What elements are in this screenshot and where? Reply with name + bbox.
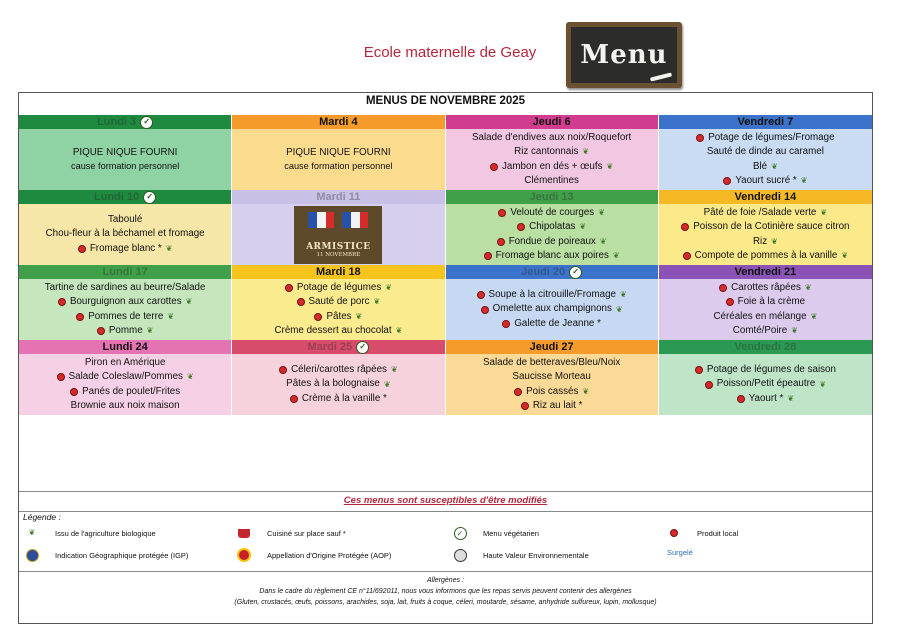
organic-leaf-icon: ❦ xyxy=(373,297,381,307)
day-label: Lundi 3 xyxy=(97,116,137,128)
dish-name: Pâtes à la bolognaise xyxy=(286,378,380,390)
dish-name: Pâté de foie /Salade verte xyxy=(703,206,817,218)
day-label: Lundi 24 xyxy=(102,341,148,353)
dish-item xyxy=(314,310,362,324)
day-label: Vendredi 21 xyxy=(734,266,797,278)
dish-item xyxy=(696,131,834,145)
dish-name: Crème à la vanille * xyxy=(301,392,387,404)
organic-leaf-icon: ❦ xyxy=(186,372,194,382)
legend xyxy=(19,511,872,568)
dish-item xyxy=(497,235,607,249)
dish-name: Potage de légumes de saison xyxy=(706,363,836,375)
day-label: Mardi 18 xyxy=(316,266,361,278)
dish-name: Riz xyxy=(752,235,768,247)
modification-notice: Ces menus sont susceptibles d'être modifiés xyxy=(19,491,872,506)
dish-name: Poisson/Petit épeautre xyxy=(716,378,816,390)
day-cell xyxy=(232,265,445,340)
day-menu xyxy=(19,204,231,265)
armistice-image xyxy=(294,206,382,264)
day-header xyxy=(659,190,872,204)
dish-item xyxy=(58,295,192,309)
day-menu xyxy=(232,204,444,265)
dish-name: Potage de légumes/Fromage xyxy=(708,131,835,143)
dish-item xyxy=(514,145,589,159)
local-pin-icon xyxy=(667,526,681,540)
organic-leaf-icon: ❦ xyxy=(791,326,798,336)
dish-name: Panés de poulet/Frites xyxy=(82,385,181,397)
dish-name: Yaourt sucré * xyxy=(735,174,797,186)
legend-frozen-label: Surgelé xyxy=(667,548,693,557)
vegetarian-icon: ✓ xyxy=(453,526,467,540)
dish-item xyxy=(705,377,826,391)
organic-leaf-icon: ❦ xyxy=(820,207,828,217)
local-pin-icon xyxy=(279,366,287,374)
local-pin-icon xyxy=(723,177,731,185)
dish-item xyxy=(279,363,398,377)
allergen-line-2: (Gluten, crustacés, œufs, poissons, arachides, soja, lait, fruits à coque, céleri, moutarde, sésame, anhydride sulfureux, lupin, mollusque) xyxy=(234,599,657,606)
dish-name: Comté/Poire xyxy=(732,324,788,336)
dish-name: Céleri/carottes râpées xyxy=(291,363,387,375)
dish-item xyxy=(78,242,173,256)
day-cell xyxy=(446,190,659,265)
dish-item xyxy=(85,356,166,370)
local-pin-icon xyxy=(696,134,704,142)
dish-item xyxy=(723,174,807,188)
day-menu xyxy=(659,354,872,415)
organic-leaf-icon: ❦ xyxy=(28,528,36,537)
dish-item xyxy=(73,146,178,160)
dish-name: Velouté de courges xyxy=(510,206,595,218)
vegetarian-icon: ✓ xyxy=(140,116,153,129)
chalkboard-label: Menu xyxy=(571,27,677,83)
dish-item xyxy=(290,392,387,406)
organic-leaf-icon: ❦ xyxy=(619,290,627,300)
dish-item xyxy=(695,363,836,377)
dish-name: Riz au lait * xyxy=(532,399,583,411)
organic-leaf-icon: ❦ xyxy=(819,379,827,389)
dish-name: Piron en Amérique xyxy=(84,356,166,368)
day-label: Mardi 4 xyxy=(319,116,358,128)
day-menu xyxy=(19,279,231,340)
organic-leaf-icon: ❦ xyxy=(841,251,849,261)
dish-item xyxy=(483,356,620,370)
organic-leaf-icon: ❦ xyxy=(598,207,605,217)
organic-leaf-icon: ❦ xyxy=(146,326,154,336)
legend-title: Légende : xyxy=(23,512,61,522)
dish-name: Potage de légumes xyxy=(296,281,382,293)
local-pin-icon xyxy=(70,388,78,396)
dish-item xyxy=(285,281,392,295)
dish-name: Taboulé xyxy=(107,213,143,225)
day-menu xyxy=(659,204,872,265)
day-header xyxy=(19,340,231,354)
dish-item xyxy=(753,235,778,249)
dish-item xyxy=(76,310,174,324)
local-pin-icon xyxy=(681,223,689,231)
local-pin-icon xyxy=(521,402,529,410)
dish-name: Soupe à la citrouille/Fromage xyxy=(488,288,616,300)
day-label: Lundi 10 xyxy=(94,191,140,203)
local-pin-icon xyxy=(737,395,745,403)
dish-name: Chou-fleur à la béchamel et fromage xyxy=(45,228,205,240)
organic-leaf-icon: ❦ xyxy=(579,222,587,232)
organic-leaf-icon: ❦ xyxy=(810,311,818,321)
day-cell xyxy=(232,190,445,265)
menu-week-row xyxy=(19,340,872,415)
organic-leaf-icon: ❦ xyxy=(787,393,795,403)
day-menu xyxy=(446,129,658,190)
dish-item xyxy=(517,220,586,234)
dish-item xyxy=(713,310,817,324)
local-pin-icon xyxy=(695,366,703,374)
allergen-line-1: Dans le cadre du règlement CE n°11/692011, nous vous informons que les repas servis peuvent contenir des allergènes xyxy=(259,588,632,595)
dish-name: Tartine de sardines au beurre/Salade xyxy=(44,281,206,293)
igp-seal-icon xyxy=(25,548,39,562)
dish-item xyxy=(97,324,153,338)
legend-aop xyxy=(237,548,391,562)
legend-bio-label: Issu de l'agriculture biologique xyxy=(55,528,156,538)
day-header xyxy=(446,340,658,354)
dish-name: Salade Coleslaw/Pommes xyxy=(68,371,183,383)
dish-item xyxy=(108,213,142,227)
allergen-title: Allergènes : xyxy=(427,577,464,584)
dish-name: Jambon en dés + œufs xyxy=(502,160,603,172)
day-label: Jeudi 20 xyxy=(521,266,566,278)
dish-name: Pois cassés xyxy=(526,385,579,397)
day-menu xyxy=(19,129,231,190)
local-pin-icon xyxy=(705,381,713,389)
day-cell xyxy=(19,190,232,265)
day-label: Vendredi 14 xyxy=(734,191,797,203)
allergen-notice xyxy=(19,571,872,608)
organic-leaf-icon: ❦ xyxy=(800,176,808,186)
organic-leaf-icon: ❦ xyxy=(615,304,623,314)
day-label: Jeudi 13 xyxy=(529,191,574,203)
day-cell xyxy=(446,340,659,415)
dish-item xyxy=(274,324,402,338)
day-menu xyxy=(659,129,872,190)
dish-item xyxy=(45,281,206,295)
dish-name: Carottes râpées xyxy=(731,281,801,293)
dish-name: Sauté de porc xyxy=(308,296,370,308)
french-flag-icon xyxy=(342,212,368,228)
vegetarian-icon: ✓ xyxy=(569,266,582,279)
day-cell xyxy=(232,340,445,415)
dish-name: Crème dessert au chocolat xyxy=(274,324,392,336)
dish-name: Fromage blanc * xyxy=(89,242,162,254)
day-header xyxy=(19,265,231,279)
local-pin-icon xyxy=(314,313,322,321)
legend-veg xyxy=(453,526,539,540)
dish-item xyxy=(502,317,601,331)
menu-chalkboard-logo xyxy=(566,22,682,88)
local-pin-icon xyxy=(498,209,506,217)
day-cell xyxy=(232,115,445,190)
local-pin-icon xyxy=(285,284,293,292)
dish-name: Fromage blanc aux poires xyxy=(495,249,609,261)
day-cell xyxy=(446,115,659,190)
dish-item xyxy=(683,249,848,263)
day-menu xyxy=(19,354,231,415)
dish-name: Pâtes xyxy=(326,310,352,322)
organic-leaf-icon: ❦ xyxy=(167,311,175,321)
local-pin-icon xyxy=(78,245,86,253)
legend-aop-label: Appellation d'Origine Protégée (AOP) xyxy=(267,550,392,560)
organic-leaf-icon: ❦ xyxy=(771,236,778,246)
dish-name: Pommes de terre xyxy=(88,310,164,322)
dish-name: Foie à la crème xyxy=(737,296,806,308)
day-header xyxy=(446,265,658,279)
dish-name: Poisson de la Cotinière sauce citron xyxy=(693,221,850,233)
local-pin-icon xyxy=(683,252,691,260)
organic-leaf-icon: ❦ xyxy=(804,282,812,292)
dish-name: Salade d'endives aux noix/Roquefort xyxy=(471,131,632,143)
menu-week-row xyxy=(19,115,872,190)
dish-item xyxy=(726,295,806,309)
day-label: Lundi 17 xyxy=(102,266,148,278)
dish-item xyxy=(719,281,811,295)
dish-item xyxy=(737,392,794,406)
organic-leaf-icon: ❦ xyxy=(383,379,391,389)
local-pin-icon xyxy=(490,163,498,171)
local-pin-icon xyxy=(514,388,522,396)
local-pin-icon xyxy=(484,252,492,260)
day-header xyxy=(19,115,231,129)
menu-frame xyxy=(18,92,873,624)
dish-name: Blé xyxy=(752,160,768,172)
dish-item xyxy=(707,145,824,159)
day-cell xyxy=(659,265,872,340)
day-label: Jeudi 6 xyxy=(532,116,571,128)
day-header xyxy=(232,265,444,279)
day-label: Jeudi 27 xyxy=(529,341,574,353)
dish-item xyxy=(70,385,180,399)
dish-name: Bourguignon aux carottes xyxy=(69,296,182,308)
day-header xyxy=(659,265,872,279)
menu-week-row xyxy=(19,190,872,265)
legend-igp-label: Indication Géographique protégée (IGP) xyxy=(55,550,189,560)
dish-name: Clémentines xyxy=(524,174,579,186)
dish-name: Brownie aux noix maison xyxy=(70,399,180,411)
dish-item xyxy=(521,399,583,413)
day-cell xyxy=(19,265,232,340)
organic-leaf-icon: ❦ xyxy=(612,251,620,261)
dish-item xyxy=(57,370,194,384)
dish-item xyxy=(512,370,590,384)
dish-item xyxy=(297,295,381,309)
day-cell xyxy=(446,265,659,340)
organic-leaf-icon: ❦ xyxy=(606,161,614,171)
dish-name: PIQUE NIQUE FOURNI xyxy=(286,146,391,158)
legend-local-label: Produit local xyxy=(697,528,739,538)
local-pin-icon xyxy=(477,291,485,299)
dish-item xyxy=(753,160,778,174)
dish-name: Pomme xyxy=(108,324,143,336)
day-header xyxy=(232,190,444,204)
dish-name: Sauté de dinde au caramel xyxy=(706,146,824,158)
dish-item xyxy=(71,399,180,413)
day-menu xyxy=(232,354,444,415)
dish-item xyxy=(490,160,613,174)
legend-veg-label: Menu végétarien xyxy=(483,528,539,538)
cooking-pot-icon xyxy=(237,526,251,540)
french-flag-icon xyxy=(308,212,334,228)
legend-frozen xyxy=(667,548,693,557)
dish-item xyxy=(704,206,827,220)
dish-name: Galette de Jeanne * xyxy=(514,317,601,329)
local-pin-icon xyxy=(517,223,525,231)
day-header xyxy=(19,190,231,204)
day-cell xyxy=(659,340,872,415)
organic-leaf-icon: ❦ xyxy=(771,161,778,171)
day-note: cause formation personnel xyxy=(70,161,180,172)
dish-item xyxy=(46,227,205,241)
school-name: Ecole maternelle de Geay xyxy=(363,44,537,61)
day-cell xyxy=(659,115,872,190)
organic-leaf-icon: ❦ xyxy=(395,326,403,336)
day-label: Vendredi 7 xyxy=(737,116,794,128)
dish-name: Yaourt * xyxy=(748,392,784,404)
organic-leaf-icon: ❦ xyxy=(599,236,607,246)
local-pin-icon xyxy=(502,320,510,328)
local-pin-icon xyxy=(57,373,65,381)
dish-name: PIQUE NIQUE FOURNI xyxy=(72,146,178,158)
dish-item xyxy=(472,131,631,145)
legend-igp xyxy=(25,548,188,562)
dish-item xyxy=(477,288,627,302)
dish-item xyxy=(484,249,620,263)
day-header xyxy=(446,190,658,204)
legend-hve-label: Haute Valeur Environnementale xyxy=(483,550,589,560)
day-label: Mardi 25 xyxy=(307,341,353,353)
day-menu xyxy=(446,204,658,265)
organic-leaf-icon: ❦ xyxy=(385,282,392,292)
local-pin-icon xyxy=(497,238,505,246)
organic-leaf-icon: ❦ xyxy=(165,243,173,253)
dish-item xyxy=(481,302,623,316)
dish-name: Fondue de poireaux xyxy=(508,235,596,247)
legend-cook-label: Cuisiné sur place sauf * xyxy=(267,528,346,538)
vegetarian-icon: ✓ xyxy=(143,191,156,204)
day-menu xyxy=(232,129,444,190)
local-pin-icon xyxy=(719,284,727,292)
dish-name: Compote de pommes à la vanille xyxy=(694,249,838,261)
dish-name: Omelette aux champignons xyxy=(492,303,612,315)
day-header xyxy=(659,115,872,129)
dish-item xyxy=(514,385,589,399)
legend-hve xyxy=(453,548,589,562)
hve-seal-icon xyxy=(453,548,467,562)
dish-name: Chipolatas xyxy=(529,221,576,233)
day-menu xyxy=(659,279,872,340)
local-pin-icon xyxy=(481,306,489,314)
day-label: Mardi 11 xyxy=(316,191,361,203)
menu-week-row xyxy=(19,265,872,340)
armistice-subtitle: 11 NOVEMBRE xyxy=(316,251,361,258)
day-header xyxy=(446,115,658,129)
aop-seal-icon xyxy=(237,548,251,562)
local-pin-icon xyxy=(58,298,66,306)
vegetarian-icon: ✓ xyxy=(356,341,369,354)
legend-cook xyxy=(237,526,346,540)
day-label: Vendredi 28 xyxy=(734,341,797,353)
local-pin-icon xyxy=(726,298,734,306)
organic-leaf-icon: ❦ xyxy=(185,297,193,307)
dish-item xyxy=(733,324,798,338)
local-pin-icon xyxy=(76,313,84,321)
local-pin-icon xyxy=(297,298,305,306)
armistice-title: ARMISTICE xyxy=(306,241,371,252)
day-header xyxy=(232,115,444,129)
dish-name: Riz cantonnais xyxy=(514,146,579,158)
organic-leaf-icon: ❦ xyxy=(582,386,590,396)
dish-item xyxy=(524,174,578,188)
dish-name: Salade de betteraves/Bleu/Noix xyxy=(483,356,621,368)
day-menu xyxy=(232,279,444,340)
dish-item xyxy=(498,206,605,220)
day-menu xyxy=(446,279,658,340)
dish-name: Céréales en mélange xyxy=(713,310,807,322)
day-note: cause formation personnel xyxy=(284,161,393,172)
menu-grid xyxy=(19,115,872,415)
day-header xyxy=(232,340,444,354)
menu-title: MENUS DE NOVEMBRE 2025 xyxy=(365,95,526,107)
local-pin-icon xyxy=(97,327,105,335)
day-header xyxy=(659,340,872,354)
dish-item xyxy=(286,377,390,391)
legend-local xyxy=(667,526,738,540)
day-cell xyxy=(19,340,232,415)
day-cell xyxy=(659,190,872,265)
organic-leaf-icon: ❦ xyxy=(390,365,398,375)
dish-name: Saucisse Morteau xyxy=(512,371,591,383)
organic-leaf-icon: ❦ xyxy=(355,311,363,321)
dish-item xyxy=(286,146,391,160)
legend-bio xyxy=(25,526,156,540)
day-menu xyxy=(446,354,658,415)
dish-item xyxy=(681,220,849,234)
organic-leaf-icon: ❦ xyxy=(582,147,590,157)
day-cell xyxy=(19,115,232,190)
local-pin-icon xyxy=(290,395,298,403)
